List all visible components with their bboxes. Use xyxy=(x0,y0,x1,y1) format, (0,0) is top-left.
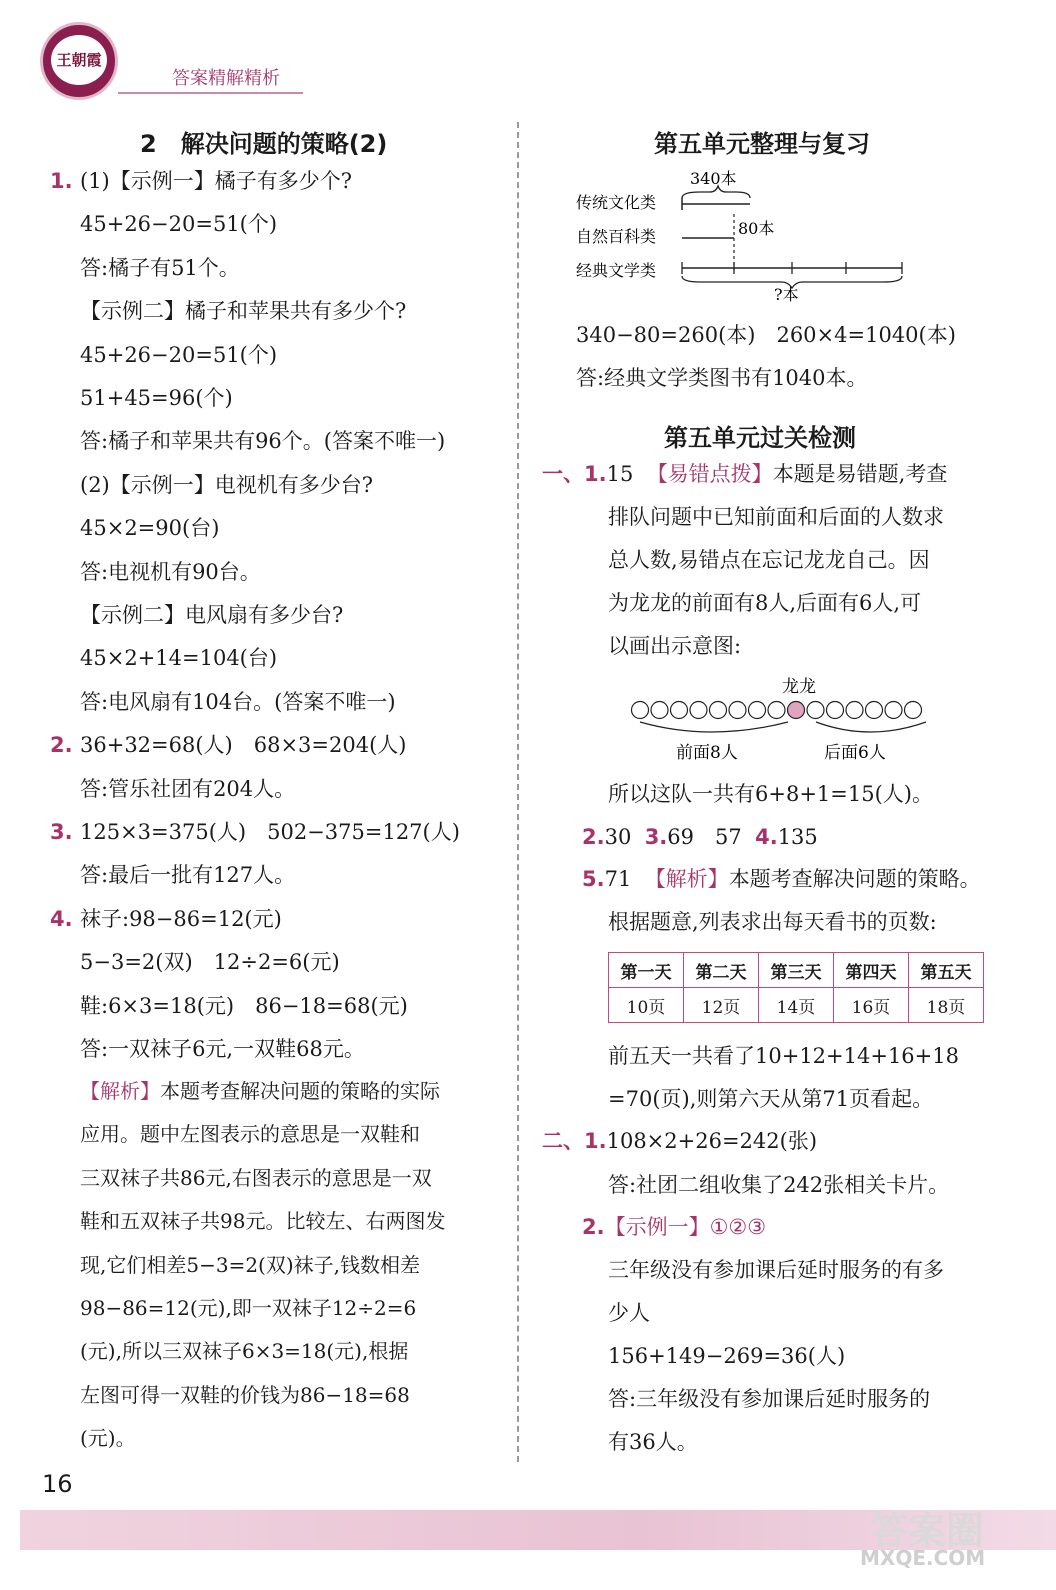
queue-person xyxy=(807,702,824,719)
analysis-line xyxy=(80,1208,445,1234)
queue-diagram xyxy=(620,674,950,764)
left-section-title: 2 解决问题的策略(2) xyxy=(140,130,388,158)
pages-table xyxy=(608,952,984,1023)
left-line xyxy=(50,819,460,845)
queue-circles xyxy=(632,702,922,719)
part2-q1-line xyxy=(542,1128,817,1154)
answer-text: 45×2+14=104(台) xyxy=(80,646,278,671)
answer-text: 答:电风扇有104台。(答案不唯一) xyxy=(80,689,396,714)
left-line xyxy=(50,776,295,802)
answer-text: 【示例二】橘子和苹果共有多少个? xyxy=(80,299,407,324)
day-pages: 14页 xyxy=(759,988,834,1023)
left-line xyxy=(50,602,343,628)
queue-back-label: 后面6人 xyxy=(824,743,886,763)
part2-q2-text: 有36人。 xyxy=(608,1430,698,1454)
q5-tag: 【解析】 xyxy=(644,867,729,891)
left-line xyxy=(50,559,261,585)
left-line xyxy=(50,862,295,888)
left-line xyxy=(50,211,277,237)
left-line xyxy=(50,689,396,715)
left-line xyxy=(50,255,240,281)
q5-line-1: 根据题意,列表求出每天看书的页数: xyxy=(608,910,937,934)
part2-q1: 108×2+26=242(张) xyxy=(606,1129,818,1153)
day-header: 第二天 xyxy=(684,953,759,988)
analysis-line xyxy=(80,1121,420,1147)
q5-line xyxy=(582,866,981,892)
answer-text: 答:管乐社团有204人。 xyxy=(80,776,296,801)
part2-q2-text: 答:三年级没有参加课后延时服务的 xyxy=(608,1387,931,1411)
left-line xyxy=(50,993,408,1019)
queue-person xyxy=(632,702,649,719)
analysis-line xyxy=(80,1078,440,1104)
left-line xyxy=(50,298,406,324)
diagram-top-value: 340本 xyxy=(690,169,737,188)
q5-after-1: =70(页),则第六天从第71页看起。 xyxy=(608,1087,934,1111)
day-pages: 10页 xyxy=(609,988,684,1023)
queue-person xyxy=(651,702,668,719)
left-line xyxy=(50,428,445,454)
q4-answer: 135 xyxy=(777,825,818,849)
day-pages: 12页 xyxy=(684,988,759,1023)
analysis-text: 左图可得一双鞋的价钱为86−18=68 xyxy=(80,1382,410,1407)
q5-after-0: 前五天一共看了10+12+14+16+18 xyxy=(608,1044,959,1068)
queue-person xyxy=(846,702,863,719)
answer-text: 【示例二】电风扇有多少台? xyxy=(80,603,344,627)
answer-text: 袜子:98−86=12(元) xyxy=(80,906,282,931)
q2-num: 2. xyxy=(582,825,605,849)
left-line xyxy=(50,906,282,932)
left-line xyxy=(50,385,233,411)
q1-explanation-line: 总人数,易错点在忘记龙龙自己。因 xyxy=(608,548,930,572)
column-divider xyxy=(517,122,519,1462)
q5-line-0: 本题考查解决问题的策略。 xyxy=(728,867,981,891)
analysis-text: 本题考查解决问题的策略的实际 xyxy=(160,1079,440,1103)
diagram-label-traditional: 传统文化类 xyxy=(576,193,657,212)
q3-num: 3. xyxy=(644,825,668,849)
queue-person xyxy=(749,702,766,719)
left-line xyxy=(50,645,277,671)
q1-explanation-line: 为龙龙的前面有8人,后面有6人,可 xyxy=(608,591,922,615)
day-header: 第四天 xyxy=(834,953,909,988)
q5-answer: 71 xyxy=(604,867,632,891)
watermark-url: MXQE.COM xyxy=(860,1546,986,1570)
q1-result: 所以这队一共有6+8+1=15(人)。 xyxy=(608,782,933,806)
q5-num: 5. xyxy=(582,867,605,891)
analysis-line xyxy=(80,1165,432,1191)
answer-text: 答:电视机有90台。 xyxy=(80,559,261,584)
page-number: 16 xyxy=(42,1470,73,1498)
answer-text: (1)【示例一】橘子有多少个? xyxy=(80,169,353,193)
test-title: 第五单元过关检测 xyxy=(664,424,856,452)
queue-person xyxy=(671,702,688,719)
answer-text: 45×2=90(台) xyxy=(80,516,220,541)
diagram-bottom-value: ?本 xyxy=(774,285,799,304)
q1-explanation-line: 以画出示意图: xyxy=(608,634,742,658)
left-line xyxy=(50,342,277,368)
q1-explanation-line: 排队问题中已知前面和后面的人数求 xyxy=(608,505,944,529)
part2-q2-text: 少人 xyxy=(608,1301,650,1325)
queue-back-arrow xyxy=(816,722,926,732)
analysis-text: (元),所以三双袜子6×3=18(元),根据 xyxy=(80,1339,409,1364)
queue-person-longlong xyxy=(788,702,805,719)
q2-answer: 30 xyxy=(604,825,632,849)
question-number: 1. xyxy=(50,169,73,193)
analysis-line xyxy=(80,1382,410,1408)
answer-text: 51+45=96(个) xyxy=(80,386,233,410)
review-line: 答:经典文学类图书有1040本。 xyxy=(576,366,868,390)
queue-name: 龙龙 xyxy=(782,677,816,697)
answer-text: 45+26−20=51(个) xyxy=(80,212,278,237)
day-header: 第三天 xyxy=(759,953,834,988)
part2-q2-num: 2. xyxy=(582,1215,605,1239)
part2-q2-line xyxy=(582,1214,766,1240)
analysis-text: 三双袜子共86元,右图表示的意思是一双 xyxy=(80,1165,432,1190)
analysis-line xyxy=(80,1252,420,1278)
analysis-tag: 【解析】 xyxy=(80,1079,160,1103)
analysis-line xyxy=(80,1295,416,1321)
answer-text: 45+26−20=51(个) xyxy=(80,342,278,367)
header-underline xyxy=(118,92,303,94)
queue-front-label: 前面8人 xyxy=(676,743,738,763)
q2-to-q4 xyxy=(582,824,818,850)
queue-person xyxy=(768,702,785,719)
day-header: 第五天 xyxy=(909,953,984,988)
review-title: 第五单元整理与复习 xyxy=(654,130,870,158)
queue-person xyxy=(690,702,707,719)
q3-answer: 69 57 xyxy=(667,825,742,849)
review-line: 340−80=260(本) 260×4=1040(本) xyxy=(576,323,956,347)
answer-text: (2)【示例一】电视机有多少台? xyxy=(80,472,374,497)
answer-text: 36+32=68(人) 68×3=204(人) xyxy=(80,733,407,758)
left-line xyxy=(50,732,406,758)
q1-prefix: 一、1. xyxy=(542,462,607,486)
q1-answer: 15 xyxy=(606,462,634,486)
answer-text: 答:一双袜子6元,一双鞋68元。 xyxy=(80,1037,365,1061)
answer-text: 鞋:6×3=18(元) 86−18=68(元) xyxy=(80,993,408,1018)
header-title: 答案精解精析 xyxy=(172,68,280,89)
day-header: 第一天 xyxy=(609,953,684,988)
diagram-label-classic: 经典文学类 xyxy=(576,261,657,280)
part2-q2-text: 三年级没有参加课后延时服务的有多 xyxy=(608,1258,944,1282)
left-line xyxy=(50,1036,365,1062)
left-line xyxy=(50,472,373,498)
answer-text: 5−3=2(双) 12÷2=6(元) xyxy=(80,950,340,975)
analysis-text: (元)。 xyxy=(80,1426,136,1451)
watermark-logo: 答案圈 xyxy=(870,1509,985,1553)
logo-text: 王朝霞 xyxy=(51,35,107,85)
left-line xyxy=(50,949,340,975)
question-number: 3. xyxy=(50,820,73,844)
queue-person xyxy=(827,702,844,719)
answer-text: 125×3=375(人) 502−375=127(人) xyxy=(80,820,460,844)
queue-person xyxy=(905,702,922,719)
analysis-text: 鞋和五双袜子共98元。比较左、右两图发 xyxy=(80,1209,446,1234)
answer-text: 答:最后一批有127人。 xyxy=(80,863,296,888)
left-line xyxy=(50,515,219,541)
publisher-logo xyxy=(40,22,118,100)
left-line xyxy=(50,168,352,194)
part2-q2-text: 156+149−269=36(人) xyxy=(608,1344,846,1368)
q1-line-0: 本题是易错题,考查 xyxy=(772,462,948,486)
queue-person xyxy=(729,702,746,719)
q4-num: 4. xyxy=(755,825,778,849)
day-pages: 16页 xyxy=(834,988,909,1023)
analysis-line xyxy=(80,1338,408,1364)
pages-table-header xyxy=(609,953,984,988)
pages-table-values xyxy=(609,988,984,1023)
queue-person xyxy=(710,702,727,719)
part2-q2-tag: 【示例一】①②③ xyxy=(604,1215,767,1239)
analysis-line xyxy=(80,1425,136,1451)
part2-q1-answer: 答:社团二组收集了242张相关卡片。 xyxy=(608,1173,950,1197)
analysis-text: 现,它们相差5−3=2(双)袜子,钱数相差 xyxy=(80,1252,421,1277)
queue-front-arrow xyxy=(640,722,788,732)
queue-person xyxy=(866,702,883,719)
analysis-text: 应用。题中左图表示的意思是一双鞋和 xyxy=(80,1122,420,1147)
queue-person xyxy=(885,702,902,719)
diagram-diff-value: 80本 xyxy=(738,219,775,238)
diagram-label-nature: 自然百科类 xyxy=(576,227,657,246)
part2-prefix: 二、1. xyxy=(542,1129,607,1153)
answer-text: 答:橘子有51个。 xyxy=(80,255,240,280)
q1-line xyxy=(542,461,947,487)
book-diagram xyxy=(570,162,920,312)
q1-tag: 【易错点拨】 xyxy=(646,462,773,486)
answer-text: 答:橘子和苹果共有96个。(答案不唯一) xyxy=(80,429,446,454)
question-number: 4. xyxy=(50,906,73,931)
day-pages: 18页 xyxy=(909,988,984,1023)
analysis-text: 98−86=12(元),即一双袜子12÷2=6 xyxy=(80,1296,417,1320)
question-number: 2. xyxy=(50,733,73,758)
